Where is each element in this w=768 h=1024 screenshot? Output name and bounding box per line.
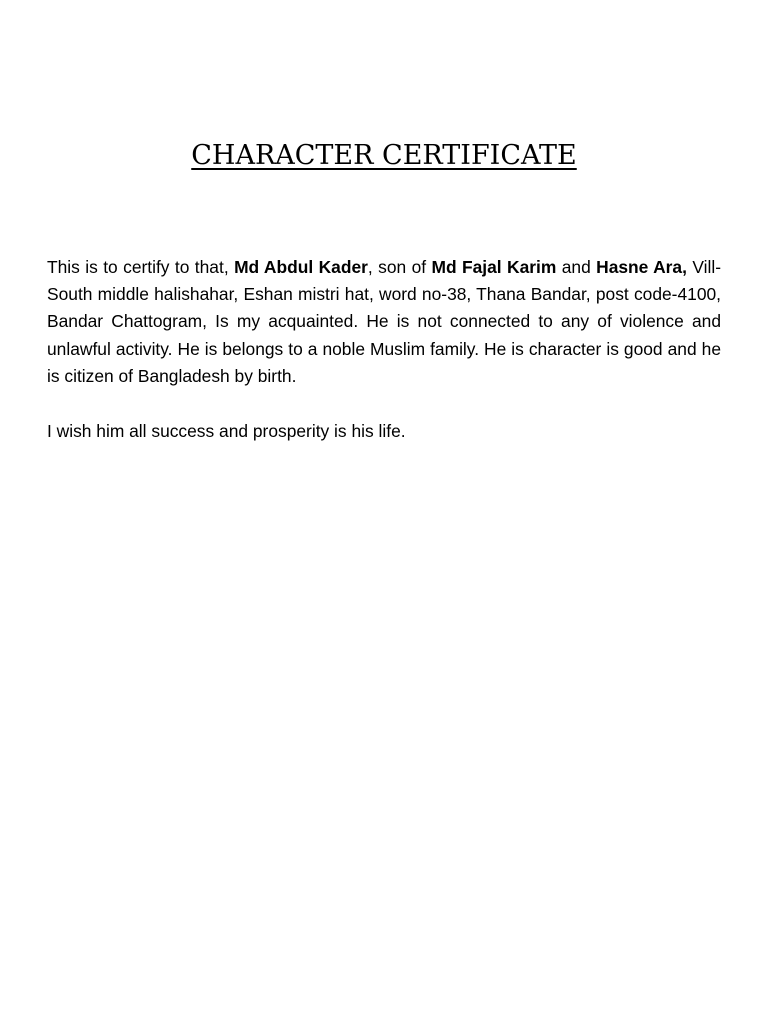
father-name: Md Fajal Karim: [431, 257, 557, 277]
intro-text: This is to certify to that,: [47, 257, 235, 277]
certificate-title: CHARACTER CERTIFICATE: [191, 140, 577, 171]
person-name: Md Abdul Kader: [234, 257, 368, 277]
and-text: and: [556, 257, 597, 277]
closing-wish-paragraph: I wish him all success and prosperity is his life.: [47, 421, 406, 441]
mother-name: Hasne Ara,: [596, 257, 687, 277]
son-of-text: , son of: [367, 257, 432, 277]
certificate-body-paragraph: [47, 254, 721, 390]
address-and-character-text: Vill- South middle halishahar, Eshan mistri hat, word no-38, Thana Bandar, post code-4100, Bandar Chattogram, Is my acquainted. He is not connected to any of violence and unlawful activity. He is belongs to a noble Muslim family. He is character is good and he is citizen of Bangladesh by birth.: [47, 257, 722, 386]
